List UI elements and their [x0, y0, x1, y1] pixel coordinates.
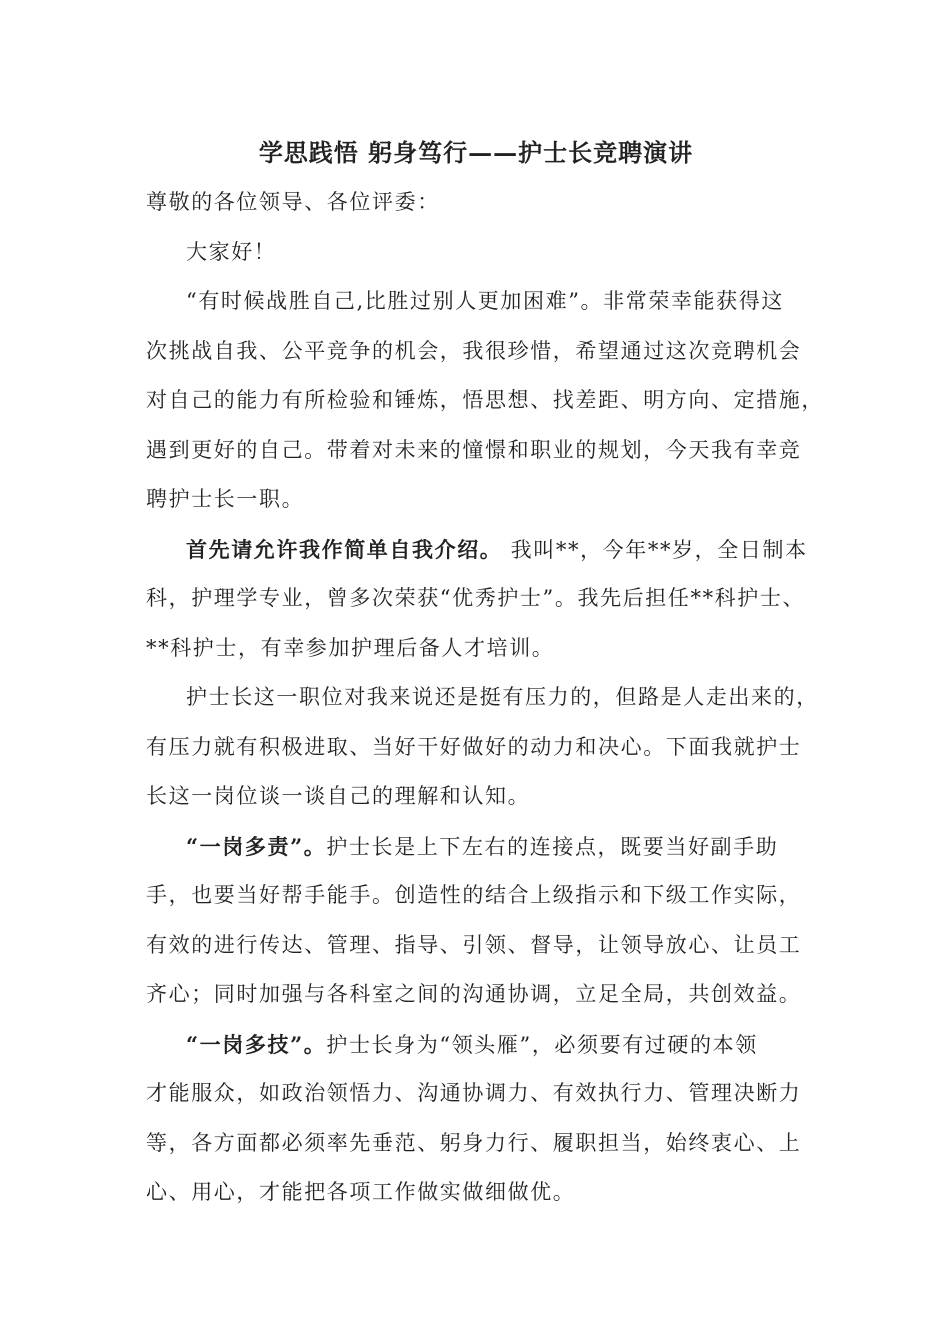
paragraph-line: 次挑战自我、公平竞争的机会，我很珍惜，希望通过这次竞聘机会 — [146, 338, 802, 363]
paragraph-line: 对自己的能力有所检验和锤炼，悟思想、找差距、明方向、定措施， — [146, 388, 824, 412]
paragraph-line: 遇到更好的自己。带着对未来的憧憬和职业的规划，今天我有幸竞 — [146, 437, 802, 462]
paragraph-lead: 首先请允许我作简单自我介绍。 — [186, 536, 503, 562]
paragraph-line — [146, 822, 806, 872]
paragraph-text: 我叫**，今年**岁，全日制本 — [502, 537, 808, 562]
paragraph-3 — [146, 673, 819, 822]
paragraph-text: 护士长是上下左右的连接点，既要当好副手助 — [326, 834, 779, 859]
paragraph-line — [146, 1020, 806, 1070]
document-page — [146, 128, 824, 1218]
paragraph-line: “有时候战胜自己,比胜过别人更加困难”。非常荣幸能获得这 — [186, 289, 784, 313]
paragraph-line: 等，各方面都必须率先垂范、躬身力行、履职担当，始终衷心、上 — [146, 1130, 802, 1155]
paragraph-lead: “一岗多责”。 — [186, 833, 327, 859]
paragraph-line: 才能服众，如政治领悟力、沟通协调力、有效执行力、管理决断力 — [146, 1081, 802, 1105]
paragraph-2 — [146, 525, 806, 674]
paragraph-text: 护士长身为“领头雁”，必须要有过硬的本领 — [326, 1032, 758, 1057]
paragraph-4 — [146, 822, 806, 1020]
paragraph-1 — [146, 277, 824, 525]
document-title: 学思践悟 躬身笃行——护士长竞聘演讲 — [258, 138, 694, 167]
paragraph-line: 有效的进行传达、管理、指导、引领、督导，让领导放心、让员工 — [146, 932, 802, 957]
paragraph-line: 手，也要当好帮手能手。创造性的结合上级指示和下级工作实际， — [146, 883, 802, 907]
paragraph-line: **科护士，有幸参加护理后备人才培训。 — [146, 635, 555, 660]
paragraph-line: 有压力就有积极进取、当好干好做好的动力和决心。下面我就护士 — [146, 734, 802, 759]
paragraph-line: 长这一岗位谈一谈自己的理解和认知。 — [146, 784, 531, 808]
greeting: 大家好！ — [186, 239, 277, 264]
paragraph-line: 齐心；同时加强与各科室之间的沟通协调，立足全局，共创效益。 — [146, 982, 802, 1006]
paragraph-lead: “一岗多技”。 — [186, 1031, 327, 1057]
paragraph-line: 聘护士长一职。 — [146, 487, 305, 511]
salutation: 尊敬的各位领导、各位评委： — [146, 190, 440, 214]
paragraph-line — [146, 525, 806, 575]
paragraph-5 — [146, 1020, 806, 1218]
paragraph-line: 科，护理学专业，曾多次荣获“优秀护士”。我先后担任**科护士、 — [146, 586, 806, 610]
paragraph-line: 心、用心，才能把各项工作做实做细做优。 — [146, 1180, 576, 1204]
paragraph-line: 护士长这一职位对我来说还是挺有压力的，但路是人走出来的， — [186, 685, 819, 709]
